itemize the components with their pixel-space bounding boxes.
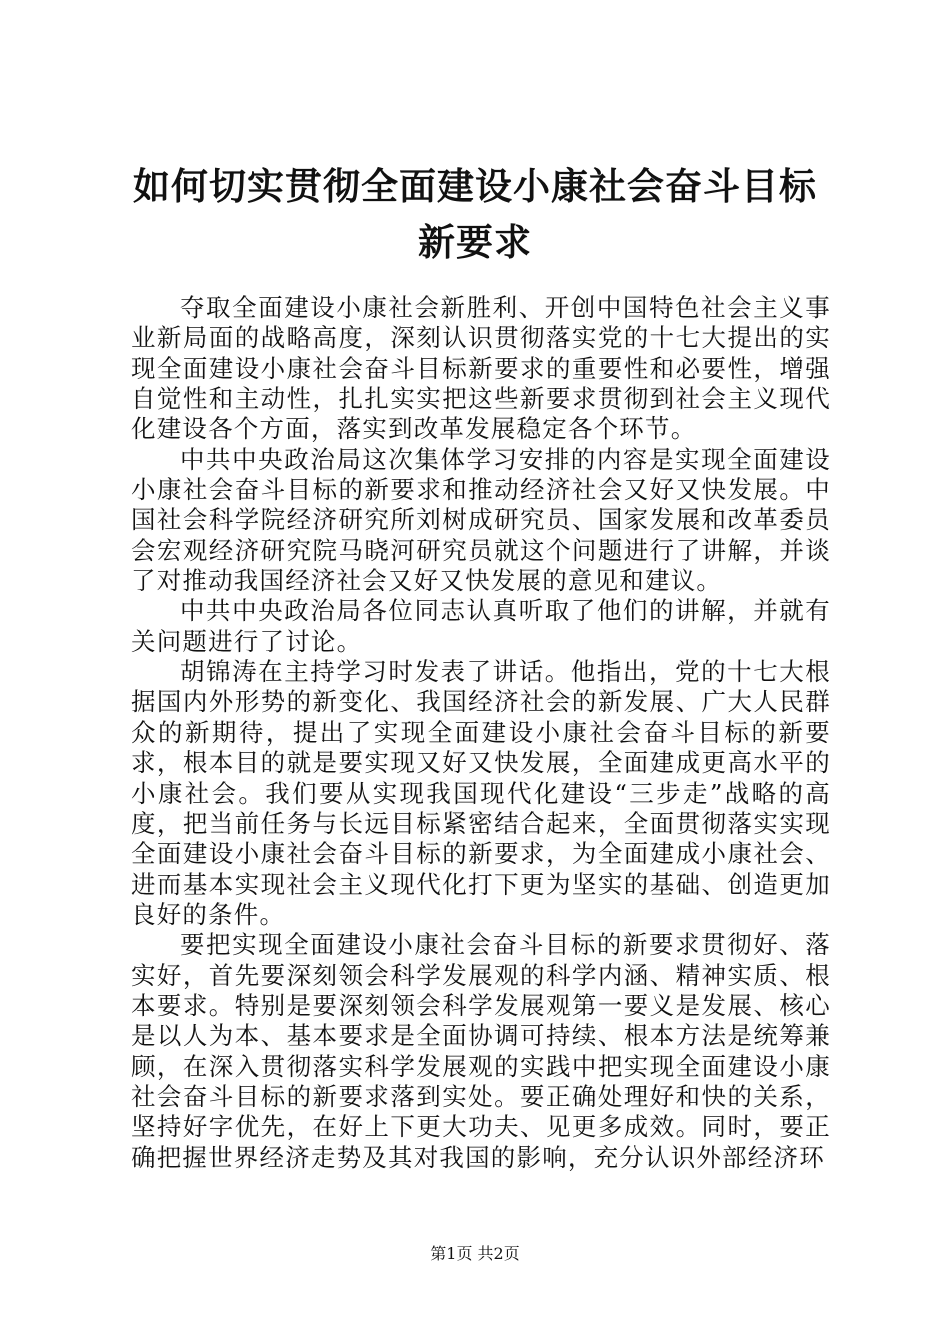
paragraph: 中共中央政治局各位同志认真听取了他们的讲解，并就有关问题进行了讨论。 — [131, 596, 831, 656]
paragraph: 要把实现全面建设小康社会奋斗目标的新要求贯彻好、落实好，首先要深刻领会科学发展观的科学内涵、精神实质、根本要求。特别是要深刻领会科学发展观第一要义是发展、核心是以人为本、基本要求是全面协调可持续、根本方法是统筹兼顾，在深入贯彻落实科学发展观的实践中把实现全面建设小康社会奋斗目标的新要求落到实处。要正确处理好和快的关系，坚持好字优先，在好上下更大功夫、见更多成效。同时，要正确把握世界经济走势及其对我国的影响，充分认识外部经济环 — [131, 930, 831, 1172]
page-footer: 第1页 共2页 — [430, 1244, 520, 1263]
paragraph: 胡锦涛在主持学习时发表了讲话。他指出，党的十七大根据国内外形势的新变化、我国经济社会的新发展、广大人民群众的新期待，提出了实现全面建设小康社会奋斗目标的新要求，根本目的就是要实现又好又快发展，全面建成更高水平的小康社会。我们要从实现我国现代化建设“三步走”战略的高度，把当前任务与长远目标紧密结合起来，全面贯彻落实实现全面建设小康社会奋斗目标的新要求，为全面建成小康社会、进而基本实现社会主义现代化打下更为坚实的基础、创造更加良好的条件。 — [131, 657, 831, 929]
document-title: 如何切实贯彻全面建设小康社会奋斗目标新要求 — [133, 164, 817, 264]
paragraph: 夺取全面建设小康社会新胜利、开创中国特色社会主义事业新局面的战略高度，深刻认识贯彻落实党的十七大提出的实现全面建设小康社会奋斗目标新要求的重要性和必要性，增强自觉性和主动性，扎扎实实把这些新要求贯彻到社会主义现代化建设各个方面，落实到改革发展稳定各个环节。 — [131, 293, 831, 444]
document-body — [131, 293, 831, 1173]
paragraph: 中共中央政治局这次集体学习安排的内容是实现全面建设小康社会奋斗目标的新要求和推动经济社会又好又快发展。中国社会科学院经济研究所刘树成研究员、国家发展和改革委员会宏观经济研究院马晓河研究员就这个问题进行了讲解，并谈了对推动我国经济社会又好又快发展的意见和建议。 — [131, 444, 831, 596]
